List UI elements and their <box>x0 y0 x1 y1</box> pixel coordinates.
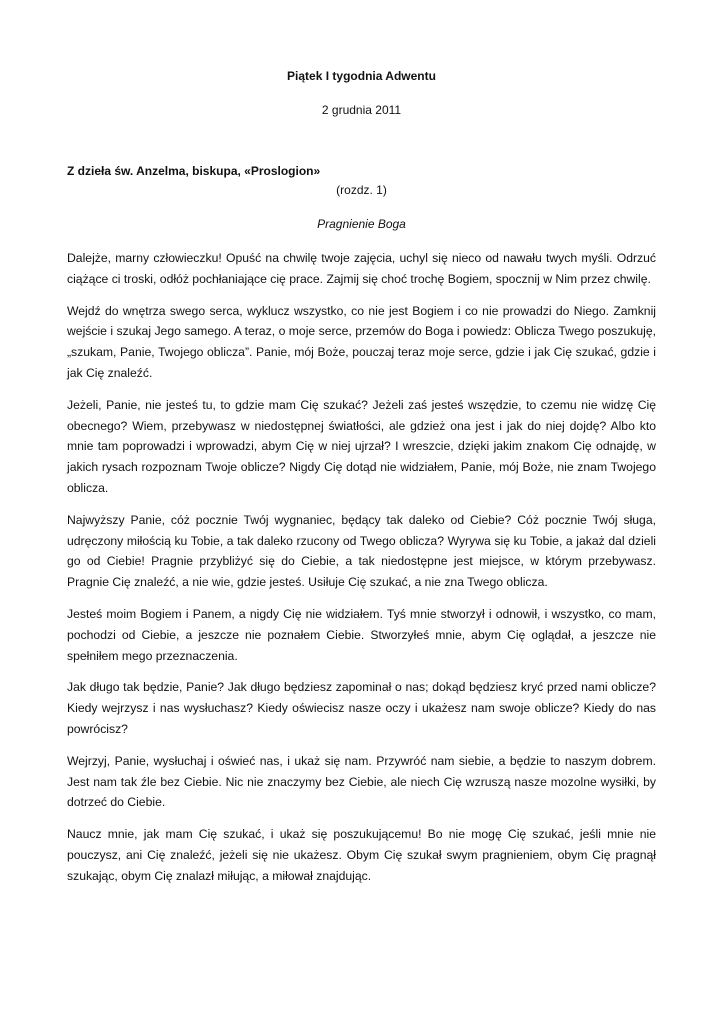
reading-body <box>67 248 656 898</box>
document-page <box>67 0 656 1024</box>
paragraph: Jesteś moim Bogiem i Panem, a nigdy Cię nie widziałem. Tyś mnie stworzył i odnowił, i wszystko, co mam, pochodzi od Ciebie, a jeszcze nie poznałem Ciebie. Stworzyłeś mnie, abym Cię oglądał, a jeszcze nie spełniłem mego przeznaczenia. <box>67 606 656 663</box>
source-attribution: Z dzieła św. Anzelma, biskupa, «Proslogion» <box>67 164 321 178</box>
document-date: 2 grudnia 2011 <box>321 103 402 117</box>
paragraph: Jak długo tak będzie, Panie? Jak długo będziesz zapominał o nas; dokąd będziesz kryć przed nami oblicze? Kiedy wejrzysz i nas wysłuchasz? Kiedy oświecisz nasze oczy i ukażesz nam swoje oblicze? Kiedy do nas powrócisz? <box>67 680 656 736</box>
reading-subtitle: Pragnienie Boga <box>317 217 406 231</box>
document-title: Piątek I tygodnia Adwentu <box>287 69 436 83</box>
paragraph: Dalejże, marny człowieczku! Opuść na chwilę twoje zajęcia, uchyl się nieco od nawału twych myśli. Odrzuć ciążące ci troski, odłóż pochłaniające cię prace. Zajmij się choć trochę Bogiem, spocznij w Nim przez chwilę. <box>67 251 656 286</box>
paragraph: Jeżeli, Panie, nie jesteś tu, to gdzie mam Cię szukać? Jeżeli zaś jesteś wszędzie, to czemu nie widzę Cię obecnego? Wiem, przebywasz w niedostępnej światłości, ale gdzież ona jest i jak do niej dojdę? Albo kto mnie tam poprowadzi i wprowadzi, abym Cię w niej ujrzał? I wreszcie, dzięki jakim znakom Cię odnajdę, w jakich rysach rozpoznam Twoje oblicze? Nigdy Cię dotąd nie widziałem, Panie, mój Boże, nie znam Twojego oblicza. <box>67 397 656 495</box>
paragraph: Wejdź do wnętrza swego serca, wyklucz wszystko, co nie jest Bogiem i co nie prowadzi do Niego. Zamknij wejście i szukaj Jego samego. A teraz, o moje serce, przemów do Boga i powiedz: Oblicza Twego poszukuję, „szukam, Panie, Twojego oblicza”. Panie, mój Boże, pouczaj teraz moje serce, gdzie i jak Cię szukać, gdzie i jak Cię znaleźć. <box>67 303 656 380</box>
paragraph: Najwyższy Panie, cóż pocznie Twój wygnaniec, będący tak daleko od Ciebie? Cóż pocznie Twój sługa, udręczony miłością ku Tobie, a tak daleko rzucony od Twego oblicza? Wyrywa się ku Tobie, a jakaż dal dzieli go od Ciebie! Pragnie przybliżyć się do Ciebie, a tak niedostępne jest miejsce, w którym przebywasz. Pragnie Cię znaleźć, a nie wie, gdzie jesteś. Usiłuje Cię szukać, a nie zna Twego oblicza. <box>67 512 656 590</box>
chapter-reference: (rozdz. 1) <box>336 183 387 197</box>
paragraph: Naucz mnie, jak mam Cię szukać, i ukaż się poszukującemu! Bo nie mogę Cię szukać, jeśli mnie nie pouczysz, ani Cię znaleźć, jeżeli się nie ukażesz. Obym Cię szukał swym pragnieniem, obym Cię pragnął szukając, obym Cię znalazł miłując, a miłował znajdując. <box>67 827 656 883</box>
paragraph: Wejrzyj, Panie, wysłuchaj i oświeć nas, i ukaż się nam. Przywróć nam siebie, a będzie to naszym dobrem. Jest nam tak źle bez Ciebie. Nic nie znaczymy bez Ciebie, ale niech Cię wzruszą nasze mozolne wysiłki, by dotrzeć do Ciebie. <box>67 753 656 810</box>
